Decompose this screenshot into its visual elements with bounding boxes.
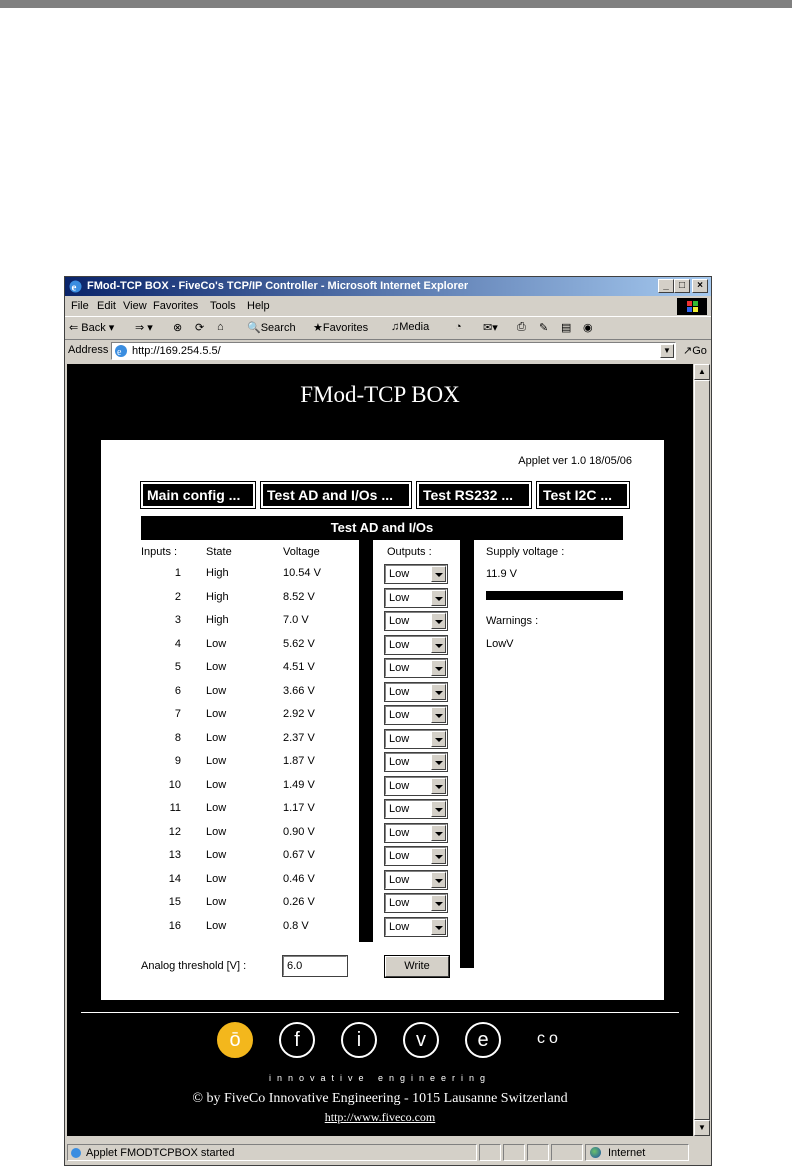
page-viewport: [67, 364, 693, 1136]
applet-version: Applet ver 1.0 18/05/06: [518, 455, 632, 467]
favorites-icon: ★: [313, 322, 323, 334]
top-border: [0, 0, 792, 8]
globe-icon: [590, 1147, 601, 1158]
input-number: 2: [174, 590, 181, 603]
input-number: 12: [168, 825, 181, 838]
tab-test-ad-ios[interactable]: Test AD and I/Os ...: [261, 482, 411, 508]
output-value: Low: [389, 826, 410, 839]
dropdown-arrow-icon[interactable]: [431, 754, 446, 770]
output-value: Low: [389, 779, 410, 792]
menu-help[interactable]: Help: [247, 300, 270, 312]
address-label: Address: [68, 344, 109, 356]
search-label: Search: [260, 322, 296, 334]
svg-text:e: e: [117, 347, 122, 358]
home-icon[interactable]: ⌂: [217, 321, 224, 333]
input-voltage: 4.51 V: [283, 661, 315, 673]
refresh-icon[interactable]: ⟳: [195, 322, 205, 334]
status-panel-4: [551, 1144, 583, 1161]
state-header: State: [206, 546, 232, 558]
media-icon: ♫: [391, 321, 400, 333]
media-button[interactable]: [391, 321, 429, 333]
input-voltage: 10.54 V: [283, 567, 321, 579]
status-page-icon: [70, 1147, 82, 1159]
copyright-text: © by FiveCo Innovative Engineering - 1015 Lausanne Switzerland: [192, 1091, 568, 1106]
table-row: [101, 610, 664, 633]
table-row: [101, 657, 664, 680]
input-number: 8: [174, 731, 181, 744]
logo-circle-e: e: [465, 1022, 501, 1058]
output-value: Low: [389, 662, 410, 674]
table-row: [101, 634, 664, 657]
edit-icon[interactable]: ✎: [539, 322, 549, 334]
table-row: [101, 775, 664, 798]
scroll-thumb[interactable]: [694, 380, 710, 1120]
status-bar: [65, 1141, 711, 1165]
dropdown-arrow-icon[interactable]: [431, 637, 446, 653]
input-number: 9: [174, 755, 181, 767]
table-row: [101, 798, 664, 821]
logo-co: co: [537, 1030, 562, 1047]
output-value: Low: [389, 615, 410, 627]
minimize-button[interactable]: _: [658, 279, 674, 293]
output-select[interactable]: [385, 894, 447, 912]
logo-circle-f: f: [279, 1022, 315, 1058]
output-select[interactable]: [385, 847, 447, 865]
dropdown-arrow-icon[interactable]: [431, 660, 446, 676]
output-select[interactable]: [385, 565, 447, 583]
forward-button[interactable]: ⇒ ▾: [135, 322, 153, 334]
supply-voltage-bar: [486, 591, 623, 600]
input-number: 14: [168, 872, 181, 885]
input-state: Low: [206, 778, 227, 791]
output-value: Low: [389, 638, 410, 651]
output-value: Low: [389, 920, 410, 933]
table-row: [101, 681, 664, 704]
status-panel-2: [503, 1144, 525, 1161]
output-value: Low: [389, 591, 410, 604]
applet-panel: [101, 440, 664, 1000]
search-button[interactable]: [247, 321, 296, 334]
output-value: Low: [389, 732, 410, 745]
input-number: 13: [168, 849, 181, 861]
table-row: [101, 892, 664, 915]
menu-edit[interactable]: Edit: [97, 300, 116, 312]
footer-divider: [81, 1012, 679, 1013]
windows-flag-icon: [677, 298, 707, 315]
close-button[interactable]: ×: [692, 279, 708, 293]
output-value: Low: [389, 897, 410, 909]
vertical-scrollbar[interactable]: [694, 364, 710, 1136]
page-title: FMod-TCP BOX: [300, 382, 460, 407]
menu-favorites[interactable]: Favorites: [153, 300, 199, 312]
logo-circle-o: ō: [217, 1022, 253, 1058]
output-select[interactable]: [385, 824, 447, 842]
dropdown-arrow-icon[interactable]: [431, 684, 446, 700]
tab-main-config[interactable]: Main config ...: [141, 482, 255, 508]
inputs-header: Inputs :: [141, 546, 178, 558]
input-state: Low: [206, 802, 227, 814]
input-number: 3: [174, 614, 181, 626]
scroll-up-icon[interactable]: ▲: [694, 364, 710, 380]
page-icon: [114, 344, 128, 358]
logo-circle-v: v: [403, 1022, 439, 1058]
section-header: Test AD and I/Os: [141, 516, 623, 540]
back-arrow-icon: ⇐: [69, 322, 79, 334]
ie-logo-icon: [68, 279, 83, 294]
write-button[interactable]: Write: [385, 956, 449, 977]
input-voltage: 1.17 V: [283, 802, 315, 814]
input-state: Low: [206, 684, 227, 697]
table-row: [101, 869, 664, 892]
input-number: 7: [174, 708, 181, 720]
dropdown-arrow-icon[interactable]: [431, 731, 446, 747]
output-value: Low: [389, 568, 410, 580]
tab-test-rs232[interactable]: Test RS232 ...: [417, 482, 531, 508]
input-state: Low: [206, 825, 227, 838]
input-state: Low: [206, 731, 227, 744]
input-number: 1: [174, 567, 181, 579]
warnings-label: Warnings :: [486, 615, 539, 627]
output-select[interactable]: [385, 918, 447, 936]
status-message-panel: [67, 1144, 477, 1161]
dropdown-arrow-icon[interactable]: [431, 872, 446, 888]
supply-voltage-label: Supply voltage :: [486, 546, 565, 558]
media-label: Media: [399, 321, 430, 333]
zone-label: Internet: [608, 1147, 646, 1159]
status-text: Applet FMODTCPBOX started: [86, 1147, 235, 1159]
output-select[interactable]: [385, 612, 447, 630]
output-value: Low: [389, 850, 410, 862]
print-icon[interactable]: ⎙: [517, 321, 526, 333]
table-row: [101, 845, 664, 868]
fiveco-link[interactable]: http://www.fiveco.com: [324, 1110, 436, 1124]
output-value: Low: [389, 873, 410, 886]
table-row: [101, 728, 664, 751]
input-voltage: 0.67 V: [283, 849, 315, 861]
input-state: Low: [206, 755, 227, 767]
search-icon: 🔍: [247, 322, 261, 334]
output-value: Low: [389, 803, 410, 815]
input-state: Low: [206, 708, 227, 720]
output-value: Low: [389, 685, 410, 698]
address-bar: [65, 340, 711, 362]
dropdown-arrow-icon[interactable]: [431, 825, 446, 841]
input-state: Low: [206, 872, 227, 885]
table-row: [101, 916, 664, 939]
input-state: Low: [206, 849, 227, 861]
output-select[interactable]: [385, 659, 447, 677]
input-state: High: [206, 614, 229, 626]
threshold-label: Analog threshold [V] :: [141, 960, 247, 972]
output-select[interactable]: [385, 636, 447, 654]
input-voltage: 0.46 V: [283, 872, 315, 885]
table-row: [101, 563, 664, 586]
input-number: 16: [168, 919, 181, 932]
input-number: 11: [169, 802, 181, 814]
input-voltage: 0.90 V: [283, 825, 315, 838]
security-zone: [585, 1144, 689, 1161]
table-row: [101, 704, 664, 727]
output-select[interactable]: [385, 683, 447, 701]
dropdown-arrow-icon[interactable]: [431, 566, 446, 582]
stop-icon[interactable]: ⊗: [173, 322, 183, 334]
input-state: High: [206, 590, 229, 603]
input-voltage: 0.8 V: [283, 919, 309, 932]
input-number: 15: [168, 896, 181, 908]
svg-text:e: e: [71, 281, 77, 294]
tab-test-i2c[interactable]: Test I2C ...: [537, 482, 629, 508]
threshold-input[interactable]: [283, 956, 347, 976]
supply-voltage-value: 11.9 V: [486, 568, 517, 580]
output-value: Low: [389, 709, 410, 721]
input-state: High: [206, 567, 229, 579]
dropdown-arrow-icon[interactable]: [431, 778, 446, 794]
input-number: 5: [174, 661, 181, 673]
window-title: FMod-TCP BOX - FiveCo's TCP/IP Controller - Microsoft Internet Explorer: [87, 280, 469, 292]
input-number: 10: [168, 778, 181, 791]
input-state: Low: [206, 661, 227, 673]
title-bar[interactable]: [65, 277, 711, 296]
input-voltage: 1.87 V: [283, 755, 315, 767]
output-select[interactable]: [385, 730, 447, 748]
menu-tools[interactable]: Tools: [210, 300, 236, 312]
logo-circle-i: i: [341, 1022, 377, 1058]
output-select[interactable]: [385, 706, 447, 724]
input-voltage: 5.62 V: [283, 637, 315, 650]
input-number: 4: [174, 637, 181, 650]
input-voltage: 0.26 V: [283, 896, 315, 908]
back-label: Back: [81, 322, 106, 334]
menu-bar: [65, 297, 711, 317]
standard-toolbar: [65, 317, 711, 340]
voltage-header: Voltage: [283, 546, 320, 558]
scroll-down-icon[interactable]: ▼: [694, 1120, 710, 1136]
dropdown-arrow-icon[interactable]: [431, 801, 446, 817]
dropdown-arrow-icon[interactable]: [431, 707, 446, 723]
dropdown-arrow-icon[interactable]: [431, 848, 446, 864]
input-state: Low: [206, 637, 227, 650]
output-select[interactable]: [385, 777, 447, 795]
input-voltage: 8.52 V: [283, 590, 315, 603]
messenger-icon[interactable]: ◉: [583, 322, 593, 334]
output-select[interactable]: [385, 753, 447, 771]
favorites-button[interactable]: [313, 321, 368, 334]
dropdown-arrow-icon[interactable]: [431, 613, 446, 629]
table-row: [101, 822, 664, 845]
browser-window: [64, 276, 712, 1166]
input-voltage: 2.37 V: [283, 731, 315, 744]
input-voltage: 3.66 V: [283, 684, 315, 697]
output-select[interactable]: [385, 589, 447, 607]
logo-tagline: innovative engineering: [268, 1073, 492, 1083]
dropdown-arrow-icon[interactable]: [431, 895, 446, 911]
dropdown-arrow-icon[interactable]: [431, 590, 446, 606]
input-state: Low: [206, 896, 227, 908]
menu-view[interactable]: View: [123, 300, 147, 312]
status-panel-3: [527, 1144, 549, 1161]
menu-file[interactable]: File: [71, 300, 89, 312]
output-select[interactable]: [385, 800, 447, 818]
go-label: Go: [692, 345, 707, 357]
maximize-button[interactable]: □: [674, 279, 690, 293]
address-url: http://169.254.5.5/: [132, 345, 221, 357]
input-voltage: 1.49 V: [283, 778, 315, 791]
back-button[interactable]: ⇐ Back ▾: [69, 322, 115, 334]
dropdown-arrow-icon[interactable]: [431, 919, 446, 935]
input-voltage: 2.92 V: [283, 708, 315, 720]
status-panel-1: [479, 1144, 501, 1161]
go-arrow-icon: ↗: [683, 345, 693, 357]
table-row: [101, 751, 664, 774]
fiveco-logo: [217, 1022, 562, 1076]
output-select[interactable]: [385, 871, 447, 889]
discuss-icon[interactable]: ▤: [561, 322, 572, 334]
address-dropdown-icon[interactable]: ▼: [660, 344, 674, 358]
input-state: Low: [206, 919, 227, 932]
history-icon[interactable]: ◔: [455, 321, 462, 333]
mail-icon[interactable]: ✉▾: [483, 322, 498, 334]
input-number: 6: [174, 684, 181, 697]
address-input[interactable]: [111, 342, 676, 360]
input-voltage: 7.0 V: [283, 614, 309, 626]
go-button[interactable]: [683, 344, 707, 357]
outputs-header: Outputs :: [387, 546, 432, 558]
favorites-label: Favorites: [322, 322, 369, 334]
warnings-value: LowV: [486, 638, 514, 650]
output-value: Low: [389, 756, 410, 768]
